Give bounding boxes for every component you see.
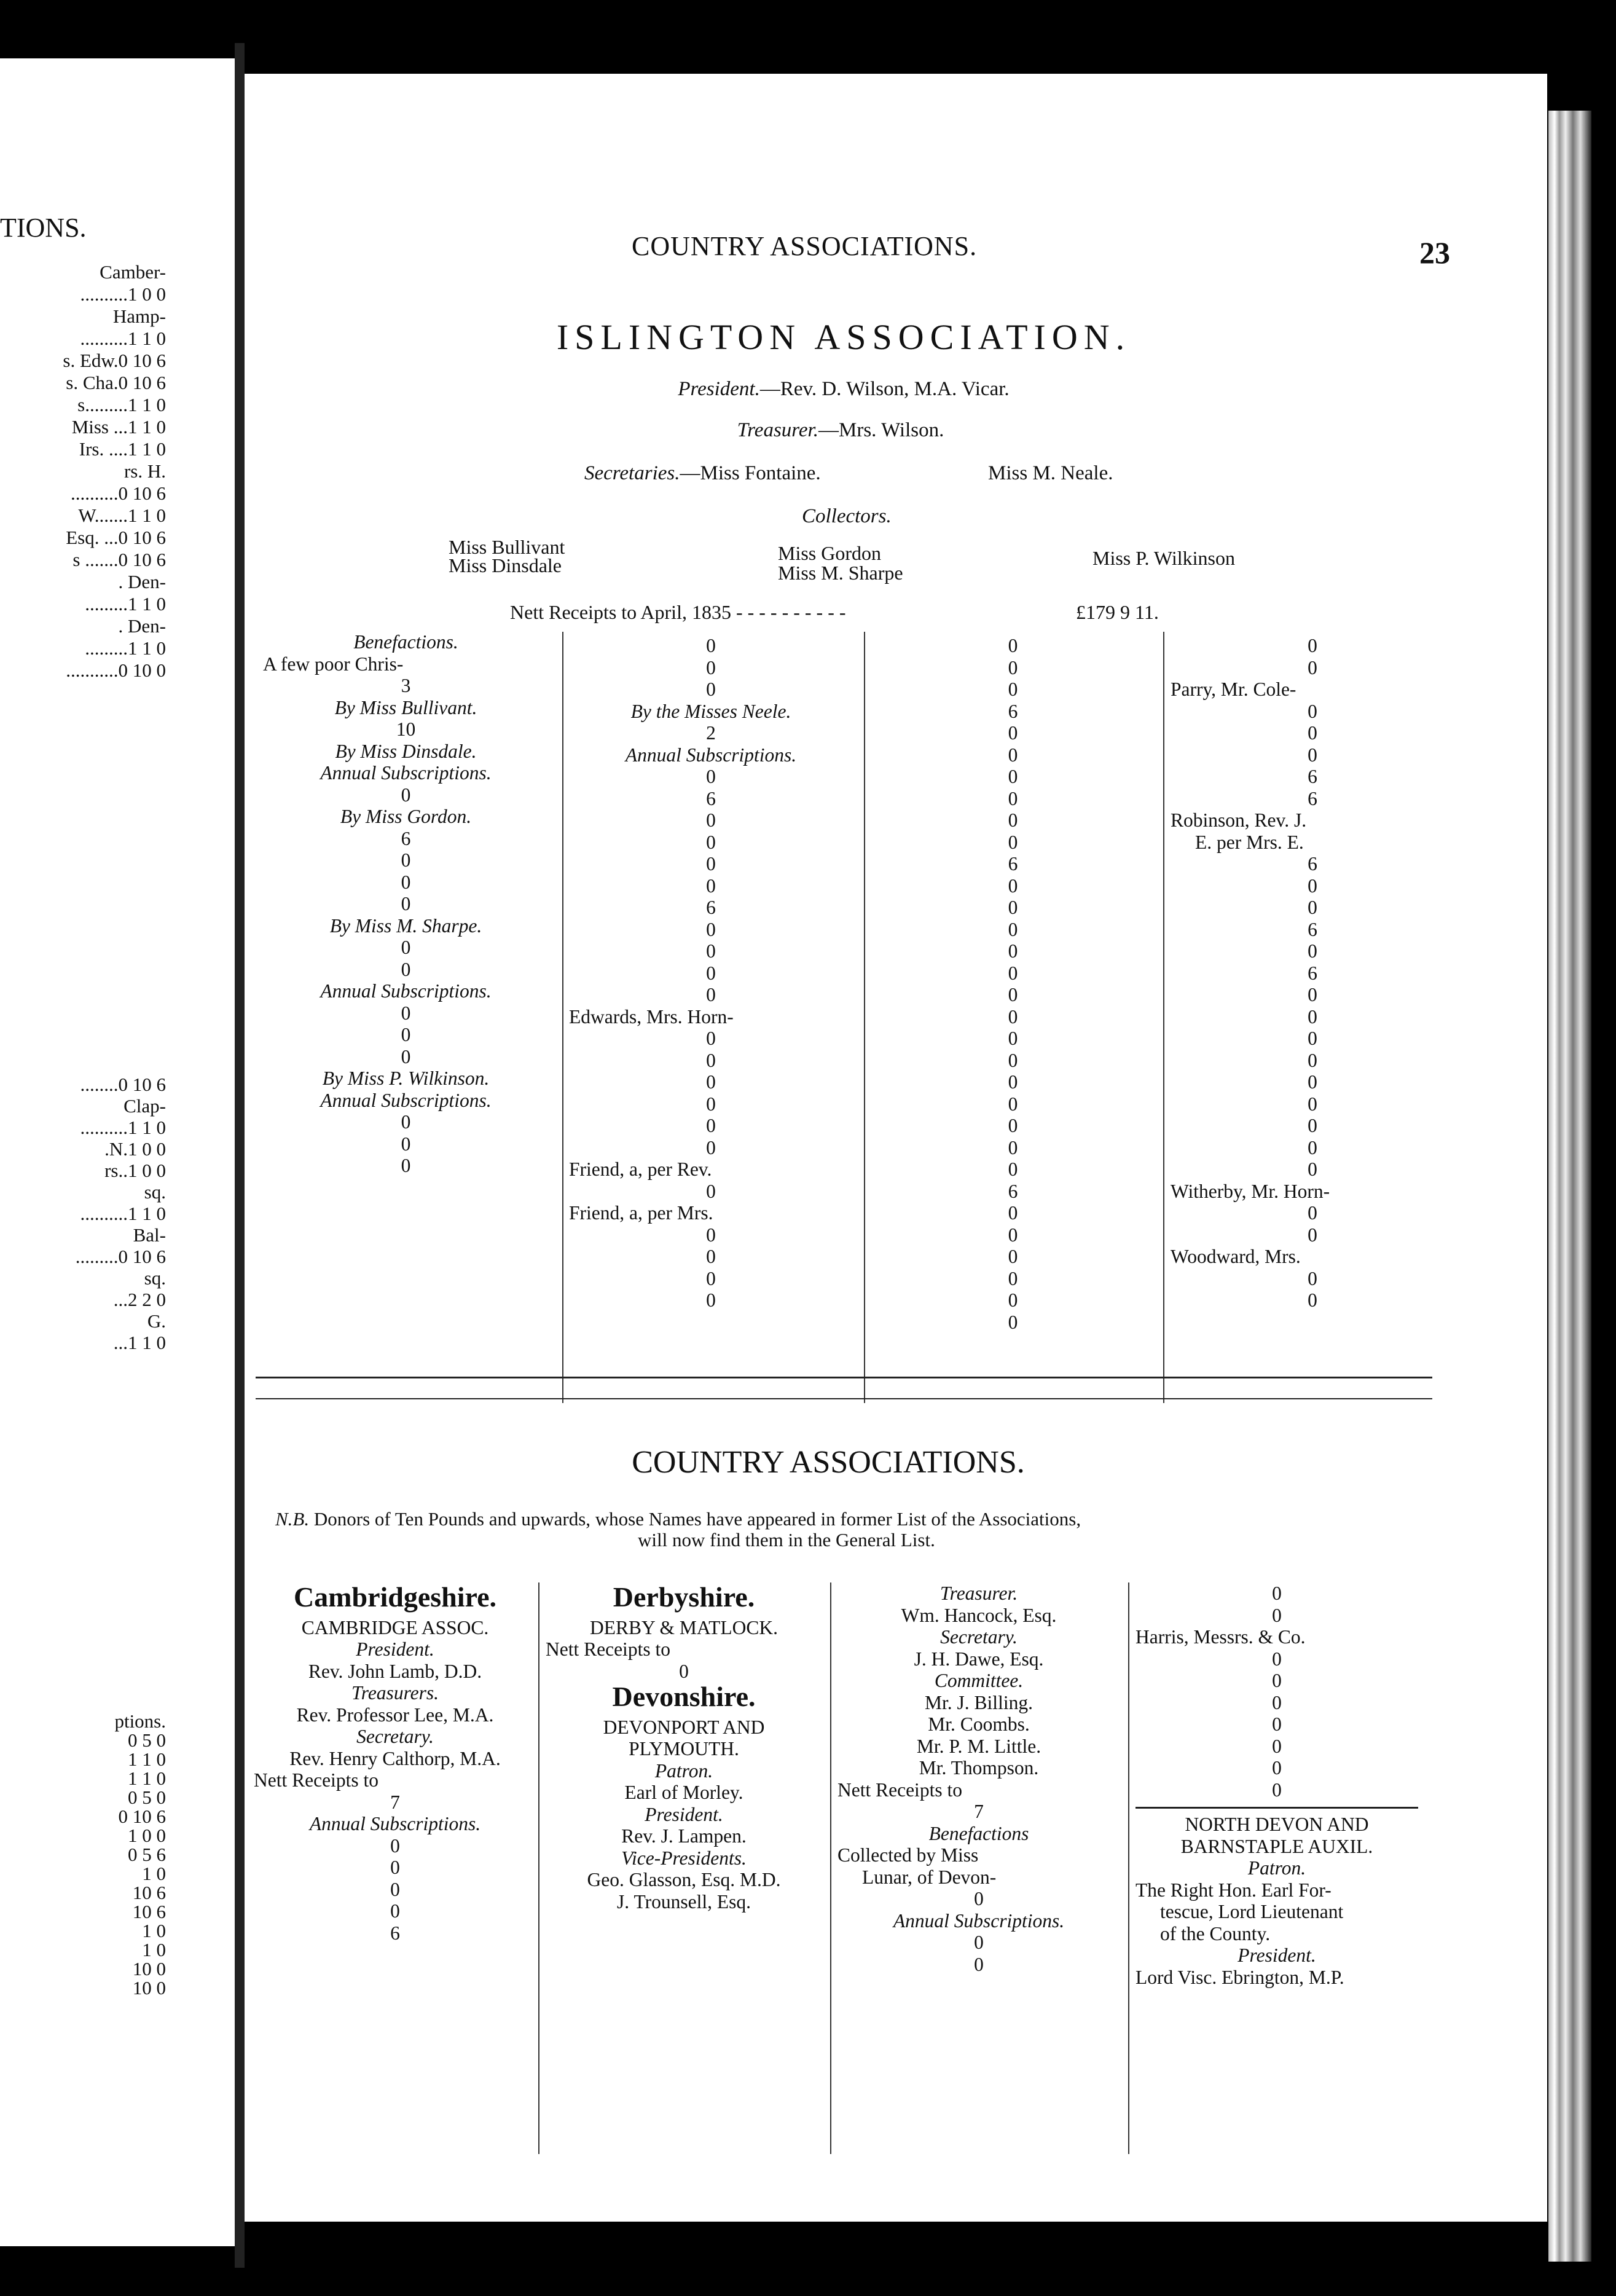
centered-line: 0 bbox=[1008, 656, 1018, 678]
centered-line: 0 bbox=[401, 1111, 411, 1133]
nb-label: N.B. bbox=[275, 1508, 310, 1530]
centered-line: 6 bbox=[1308, 962, 1317, 984]
previous-page-line: 10 6 bbox=[132, 1901, 166, 1922]
previous-page-line: 10 0 bbox=[132, 1977, 166, 1999]
centered-line: 0 bbox=[401, 937, 411, 958]
previous-page-line: G. bbox=[147, 1310, 166, 1332]
centered-line: 0 bbox=[1308, 744, 1317, 766]
centered-line: 0 bbox=[1308, 1071, 1317, 1093]
country-column-3 bbox=[837, 1582, 1120, 1975]
centered-line: 0 bbox=[401, 1155, 411, 1176]
previous-page-line: 1 0 bbox=[142, 1939, 166, 1960]
centered-line: 0 bbox=[1008, 1311, 1018, 1333]
centered-line: 0 bbox=[706, 766, 716, 787]
centered-line: CAMBRIDGE ASSOC. bbox=[301, 1616, 489, 1638]
text-line: Friend, a, per Mrs. bbox=[569, 1202, 713, 1224]
section-heading: Annual Subscriptions. bbox=[320, 980, 492, 1002]
previous-page-line: ..........1 1 0 bbox=[80, 1203, 166, 1224]
text-line: of the County. bbox=[1160, 1922, 1271, 1944]
centered-line: 0 bbox=[1008, 635, 1018, 656]
column-rule bbox=[830, 1582, 831, 2154]
islington-column-2 bbox=[569, 635, 853, 1311]
previous-page-line: ........0 10 6 bbox=[80, 1074, 166, 1095]
centered-line: 0 bbox=[706, 918, 716, 940]
text-line: Nett Receipts to bbox=[254, 1769, 379, 1791]
centered-line: 0 bbox=[1008, 744, 1018, 766]
centered-line: Rev. Professor Lee, M.A. bbox=[296, 1704, 494, 1726]
centered-line: Rev. Henry Calthorp, M.A. bbox=[289, 1747, 501, 1769]
centered-line: Wm. Hancock, Esq. bbox=[901, 1604, 1057, 1626]
subheading: Secretary. bbox=[940, 1626, 1018, 1648]
centered-line: 0 bbox=[1008, 1136, 1018, 1158]
centered-line: 0 bbox=[1308, 940, 1317, 962]
centered-line: 0 bbox=[1272, 1779, 1282, 1801]
centered-line: 0 bbox=[1008, 1049, 1018, 1071]
previous-page-line: sq. bbox=[144, 1267, 166, 1289]
previous-page-line: Miss ...1 1 0 bbox=[71, 416, 166, 438]
centered-line: 0 bbox=[401, 849, 411, 871]
centered-line: 0 bbox=[1308, 1115, 1317, 1136]
centered-line: DERBY & MATLOCK. bbox=[590, 1616, 778, 1638]
centered-line: 0 bbox=[1308, 1028, 1317, 1049]
previous-page-line: s.........1 1 0 bbox=[77, 394, 166, 415]
centered-line: 0 bbox=[706, 1246, 716, 1267]
subheading: Patron. bbox=[1247, 1857, 1306, 1879]
secretary-1: —Miss Fontaine. bbox=[680, 462, 821, 484]
centered-line: 0 bbox=[1008, 1158, 1018, 1180]
centered-line: NORTH DEVON AND bbox=[1185, 1814, 1369, 1835]
text-line: The Right Hon. Earl For- bbox=[1136, 1879, 1332, 1901]
column-rule bbox=[1128, 1582, 1129, 2154]
section-heading: Annual Subscriptions. bbox=[320, 1089, 492, 1111]
centered-line: 0 bbox=[974, 1888, 984, 1909]
previous-page-line: s. Edw.0 10 6 bbox=[63, 350, 166, 371]
centered-line: 0 bbox=[401, 1045, 411, 1067]
previous-page-line: .N.1 0 0 bbox=[104, 1138, 166, 1160]
centered-line: 0 bbox=[390, 1857, 400, 1878]
centered-line: PLYMOUTH. bbox=[629, 1738, 739, 1759]
centered-line: 0 bbox=[706, 1267, 716, 1289]
subheading: Treasurers. bbox=[351, 1682, 439, 1704]
centered-line: 0 bbox=[1272, 1713, 1282, 1735]
centered-line: 0 bbox=[390, 1900, 400, 1922]
centered-line: 0 bbox=[1008, 787, 1018, 809]
country-column-1 bbox=[254, 1582, 536, 1944]
centered-line: 0 bbox=[1308, 1267, 1317, 1289]
centered-line: 6 bbox=[706, 897, 716, 918]
subheading: By Miss Bullivant. bbox=[334, 696, 477, 718]
centered-line: 6 bbox=[1008, 700, 1018, 722]
text-line: Lord Visc. Ebrington, M.P. bbox=[1136, 1966, 1344, 1988]
secretaries-label: Secretaries. bbox=[584, 462, 680, 484]
centered-line: 0 bbox=[706, 853, 716, 875]
centered-line: 0 bbox=[1308, 1202, 1317, 1224]
nb-note bbox=[275, 1508, 1081, 1530]
centered-line: 0 bbox=[1008, 1202, 1018, 1224]
centered-line: 0 bbox=[401, 1024, 411, 1045]
previous-page-line: 0 5 6 bbox=[128, 1844, 166, 1865]
centered-line: 0 bbox=[706, 1289, 716, 1311]
centered-line: 0 bbox=[390, 1878, 400, 1900]
treasurer-line bbox=[245, 419, 1437, 442]
nb-text: Donors of Ten Pounds and upwards, whose Names have appeared in former List of the Associations, bbox=[313, 1508, 1081, 1530]
page-gutter bbox=[235, 43, 245, 2268]
previous-page-lines-middle bbox=[0, 1074, 166, 1353]
previous-page-line: .........0 10 6 bbox=[75, 1246, 166, 1267]
centered-line: Mr. P. M. Little. bbox=[916, 1735, 1041, 1757]
islington-column-4 bbox=[1171, 635, 1454, 1311]
text-line: E. per Mrs. E. bbox=[1195, 831, 1304, 853]
text-line: Edwards, Mrs. Horn- bbox=[569, 1005, 734, 1028]
centered-line: J. Trounsell, Esq. bbox=[617, 1890, 751, 1913]
subheading: Annual Subscriptions. bbox=[893, 1909, 1065, 1932]
centered-line: 0 bbox=[1008, 831, 1018, 853]
centered-line: 0 bbox=[1008, 1071, 1018, 1093]
previous-page-line: 1 0 0 bbox=[128, 1825, 166, 1846]
previous-page-line: .........1 1 0 bbox=[85, 637, 166, 659]
centered-line: 0 bbox=[1008, 1115, 1018, 1136]
centered-line: 0 bbox=[1308, 1136, 1317, 1158]
centered-line: DEVONPORT AND bbox=[603, 1716, 765, 1738]
previous-page-line: Bal- bbox=[133, 1224, 166, 1246]
centered-line: 6 bbox=[706, 787, 716, 809]
country-column-2 bbox=[546, 1582, 822, 1913]
centered-line: 0 bbox=[1308, 1224, 1317, 1246]
centered-line: 0 bbox=[679, 1660, 689, 1682]
page-number: 23 bbox=[1419, 235, 1450, 270]
centered-line: 0 bbox=[1308, 656, 1317, 678]
previous-page-line: Hamp- bbox=[112, 305, 166, 327]
centered-line: 0 bbox=[1008, 984, 1018, 1005]
column-rule bbox=[864, 632, 865, 1403]
centered-line: 0 bbox=[974, 1932, 984, 1953]
previous-page-line: 10 0 bbox=[132, 1958, 166, 1980]
islington-title: ISLINGTON ASSOCIATION. bbox=[556, 317, 1131, 357]
islington-column-3 bbox=[870, 635, 1156, 1333]
page-edge bbox=[1548, 111, 1591, 2262]
centered-line: 10 bbox=[396, 718, 416, 740]
centered-line: Mr. Thompson. bbox=[919, 1757, 1039, 1779]
centered-line: Rev. John Lamb, D.D. bbox=[308, 1660, 482, 1682]
subheading: President. bbox=[356, 1638, 434, 1660]
section-rule bbox=[256, 1377, 1432, 1378]
centered-line: 0 bbox=[401, 1002, 411, 1024]
previous-page-line: 0 5 0 bbox=[128, 1729, 166, 1751]
column-rule bbox=[562, 632, 563, 1403]
county-heading: Derbyshire. bbox=[613, 1581, 755, 1613]
country-title: COUNTRY ASSOCIATIONS. bbox=[632, 1445, 1025, 1480]
text-line: Parry, Mr. Cole- bbox=[1171, 678, 1296, 700]
centered-line: 0 bbox=[706, 1049, 716, 1071]
centered-line: 0 bbox=[401, 958, 411, 980]
previous-page-line: ..........1 0 0 bbox=[80, 283, 166, 305]
centered-line: 0 bbox=[1008, 766, 1018, 787]
text-line: Witherby, Mr. Horn- bbox=[1171, 1180, 1330, 1202]
centered-line: 0 bbox=[706, 962, 716, 984]
centered-line: 0 bbox=[706, 875, 716, 897]
previous-page-fragment bbox=[0, 58, 235, 2246]
centered-line: 0 bbox=[1008, 897, 1018, 918]
previous-page-line: ...1 1 0 bbox=[113, 1332, 166, 1353]
centered-line: 0 bbox=[1308, 897, 1317, 918]
centered-line: 7 bbox=[974, 1801, 984, 1822]
centered-line: 0 bbox=[706, 1136, 716, 1158]
previous-page-heading: TIONS. bbox=[0, 213, 87, 243]
subheading: President. bbox=[1237, 1944, 1316, 1966]
previous-page-line: 0 5 0 bbox=[128, 1787, 166, 1808]
secretaries-line bbox=[584, 462, 821, 485]
previous-page-line: ..........1 1 0 bbox=[80, 1117, 166, 1138]
centered-line: 0 bbox=[1008, 1028, 1018, 1049]
centered-line: 0 bbox=[1308, 722, 1317, 744]
previous-page-line: ptions. bbox=[114, 1710, 166, 1732]
centered-line: 0 bbox=[1272, 1582, 1282, 1604]
text-line: Collected by Miss bbox=[837, 1844, 979, 1866]
subheading: Committee. bbox=[934, 1670, 1024, 1691]
previous-page-line: . Den- bbox=[118, 615, 166, 637]
centered-line: 6 bbox=[390, 1922, 400, 1944]
previous-page-line: Irs. ....1 1 0 bbox=[79, 438, 166, 460]
collector-name: Miss Dinsdale bbox=[449, 554, 562, 576]
centered-line: 6 bbox=[401, 827, 411, 849]
subheading: Treasurer. bbox=[939, 1582, 1018, 1604]
previous-page-line: rs..1 0 0 bbox=[104, 1160, 166, 1181]
running-title: COUNTRY ASSOCIATIONS. bbox=[632, 231, 978, 261]
text-line: Woodward, Mrs. bbox=[1171, 1246, 1301, 1267]
centered-line: 0 bbox=[706, 809, 716, 831]
county-heading: Devonshire. bbox=[612, 1681, 756, 1712]
centered-line: 0 bbox=[1008, 1005, 1018, 1028]
previous-page-line: s. Cha.0 10 6 bbox=[66, 372, 166, 393]
nett-receipts-label: Nett Receipts to April, 1835 - - - - - - - - - - bbox=[510, 601, 846, 623]
centered-line: 0 bbox=[1008, 809, 1018, 831]
centered-line: 6 bbox=[1308, 918, 1317, 940]
centered-line: Earl of Morley. bbox=[624, 1782, 743, 1803]
collector-name: Miss Gordon bbox=[778, 542, 882, 564]
treasurer-label: Treasurer. bbox=[737, 419, 818, 441]
centered-line: 0 bbox=[1308, 700, 1317, 722]
previous-page-lines-bottom bbox=[0, 1712, 166, 1997]
centered-line: 0 bbox=[706, 940, 716, 962]
previous-page-line: 0 10 6 bbox=[118, 1806, 166, 1827]
collector-name: Miss P. Wilkinson bbox=[1092, 547, 1235, 569]
collectors-label: Collectors. bbox=[802, 505, 892, 527]
text-line: Harris, Messrs. & Co. bbox=[1136, 1626, 1306, 1648]
county-heading: Cambridgeshire. bbox=[293, 1581, 497, 1613]
centered-line: 6 bbox=[1308, 853, 1317, 875]
centered-line: 0 bbox=[706, 1224, 716, 1246]
centered-line: 0 bbox=[1308, 635, 1317, 656]
centered-line: 0 bbox=[1008, 962, 1018, 984]
previous-page-line: . Den- bbox=[118, 571, 166, 592]
previous-page-line: 1 0 bbox=[142, 1863, 166, 1884]
subheading: Benefactions bbox=[928, 1822, 1029, 1844]
section-heading: Annual Subscriptions. bbox=[320, 762, 492, 784]
subheading: By Miss P. Wilkinson. bbox=[322, 1067, 490, 1089]
country-column-4 bbox=[1136, 1582, 1418, 1988]
centered-line: 0 bbox=[706, 1115, 716, 1136]
centered-line: 0 bbox=[1308, 1093, 1317, 1115]
text-line: tescue, Lord Lieutenant bbox=[1160, 1901, 1344, 1922]
column-rule bbox=[1163, 632, 1164, 1403]
centered-line: BARNSTAPLE AUXIL. bbox=[1180, 1835, 1373, 1857]
subheading: By Miss Gordon. bbox=[340, 806, 472, 827]
centered-line: 0 bbox=[390, 1834, 400, 1857]
secretary-2: Miss M. Neale. bbox=[988, 462, 1113, 484]
centered-line: 0 bbox=[706, 656, 716, 678]
subheading: Annual Subscriptions. bbox=[309, 1813, 481, 1834]
text-line: Lunar, of Devon- bbox=[862, 1866, 997, 1888]
centered-line: 0 bbox=[1008, 918, 1018, 940]
centered-line: 0 bbox=[1008, 1267, 1018, 1289]
centered-line: 0 bbox=[401, 1133, 411, 1155]
centered-line: 0 bbox=[1008, 1093, 1018, 1115]
previous-page-line: W.......1 1 0 bbox=[78, 505, 166, 526]
president-name: —Rev. D. Wilson, M.A. Vicar. bbox=[759, 378, 1010, 400]
centered-line: Geo. Glasson, Esq. M.D. bbox=[587, 1869, 781, 1890]
previous-page-line: ..........0 10 6 bbox=[71, 482, 166, 504]
centered-line: 0 bbox=[706, 678, 716, 700]
centered-line: 0 bbox=[1272, 1691, 1282, 1713]
centered-line: 0 bbox=[1308, 1049, 1317, 1071]
column-rule bbox=[538, 1582, 539, 2154]
centered-line: 0 bbox=[706, 1093, 716, 1115]
centered-line: 0 bbox=[1308, 1289, 1317, 1311]
centered-line: 0 bbox=[1008, 875, 1018, 897]
previous-page-line: Camber- bbox=[100, 261, 166, 283]
subheading: By Miss M. Sharpe. bbox=[329, 914, 482, 937]
previous-page-line: ...2 2 0 bbox=[113, 1289, 166, 1310]
treasurer-name: —Mrs. Wilson. bbox=[818, 419, 944, 441]
previous-page-line: .........1 1 0 bbox=[85, 593, 166, 615]
centered-line: 2 bbox=[706, 722, 716, 744]
previous-page-line: 1 0 bbox=[142, 1920, 166, 1941]
centered-line: 0 bbox=[706, 1028, 716, 1049]
centered-line: J. H. Dawe, Esq. bbox=[914, 1648, 1044, 1670]
text-line: Nett Receipts to bbox=[546, 1638, 670, 1660]
nb-note-line-2: will now find them in the General List. bbox=[638, 1529, 935, 1551]
centered-line: 0 bbox=[1272, 1735, 1282, 1757]
subheading: Vice-Presidents. bbox=[621, 1847, 747, 1869]
centered-line: 0 bbox=[706, 635, 716, 656]
centered-line: 3 bbox=[401, 675, 411, 696]
previous-page-line: ..........1 1 0 bbox=[80, 328, 166, 349]
previous-page-line: 1 1 0 bbox=[128, 1748, 166, 1770]
text-line: Friend, a, per Rev. bbox=[569, 1158, 712, 1180]
section-heading: Benefactions. bbox=[353, 631, 458, 653]
collector-name: Miss Bullivant bbox=[449, 536, 565, 558]
centered-line: 0 bbox=[706, 831, 716, 853]
president-label: President. bbox=[678, 378, 760, 400]
centered-line: 0 bbox=[1008, 722, 1018, 744]
subheading: Patron. bbox=[654, 1759, 713, 1782]
centered-line: 0 bbox=[1008, 1289, 1018, 1311]
centered-line: Rev. J. Lampen. bbox=[621, 1825, 747, 1847]
centered-line: 0 bbox=[974, 1953, 984, 1975]
collector-name: Miss M. Sharpe bbox=[778, 562, 903, 584]
column-rule-horizontal bbox=[1136, 1807, 1418, 1809]
centered-line: 0 bbox=[1272, 1604, 1282, 1626]
previous-page-line: ...........0 10 0 bbox=[66, 659, 166, 681]
centered-line: 6 bbox=[1308, 766, 1317, 787]
centered-line: 0 bbox=[1008, 940, 1018, 962]
centered-line: 0 bbox=[1308, 984, 1317, 1005]
centered-line: 0 bbox=[1008, 678, 1018, 700]
previous-page-line: s .......0 10 6 bbox=[73, 549, 166, 570]
centered-line: 0 bbox=[706, 984, 716, 1005]
president-line bbox=[245, 378, 1443, 401]
centered-line: 6 bbox=[1008, 853, 1018, 875]
text-line: Robinson, Rev. J. bbox=[1171, 809, 1307, 831]
centered-line: 6 bbox=[1008, 1180, 1018, 1202]
centered-line: 0 bbox=[1308, 1005, 1317, 1028]
centered-line: 0 bbox=[1008, 1246, 1018, 1267]
subheading: President. bbox=[645, 1803, 723, 1825]
subheading: Secretary. bbox=[356, 1726, 434, 1747]
centered-line: 0 bbox=[1272, 1757, 1282, 1779]
page bbox=[245, 74, 1547, 2222]
previous-page-line: sq. bbox=[144, 1181, 166, 1203]
previous-page-line: rs. H. bbox=[124, 460, 166, 482]
previous-page-line: Esq. ...0 10 6 bbox=[66, 527, 166, 548]
centered-line: 0 bbox=[706, 1071, 716, 1093]
subheading: By Miss Dinsdale. bbox=[335, 740, 477, 762]
centered-line: 0 bbox=[706, 1180, 716, 1202]
text-line: Nett Receipts to bbox=[837, 1779, 962, 1801]
subheading: By the Misses Neele. bbox=[630, 700, 791, 722]
centered-line: 0 bbox=[401, 784, 411, 806]
islington-column-1 bbox=[263, 631, 549, 1177]
centered-line: 0 bbox=[401, 893, 411, 914]
centered-line: 0 bbox=[1308, 1158, 1317, 1180]
previous-page-line: Clap- bbox=[124, 1095, 166, 1117]
text-line: A few poor Chris- bbox=[263, 653, 404, 675]
centered-line: 6 bbox=[1308, 787, 1317, 809]
section-heading: Annual Subscriptions. bbox=[625, 744, 797, 766]
previous-page-line: 1 1 0 bbox=[128, 1767, 166, 1789]
previous-page-lines-top bbox=[0, 261, 166, 682]
centered-line: 7 bbox=[390, 1791, 400, 1813]
section-rule bbox=[256, 1398, 1432, 1399]
centered-line: 0 bbox=[1008, 1224, 1018, 1246]
centered-line: 0 bbox=[1272, 1648, 1282, 1670]
centered-line: 0 bbox=[1272, 1670, 1282, 1691]
centered-line: 0 bbox=[1308, 875, 1317, 897]
previous-page-line: 10 6 bbox=[132, 1882, 166, 1903]
centered-line: Mr. J. Billing. bbox=[925, 1691, 1033, 1713]
centered-line: Mr. Coombs. bbox=[928, 1713, 1030, 1735]
nett-receipts-value: £179 9 11. bbox=[1076, 601, 1159, 623]
centered-line: 0 bbox=[401, 871, 411, 893]
